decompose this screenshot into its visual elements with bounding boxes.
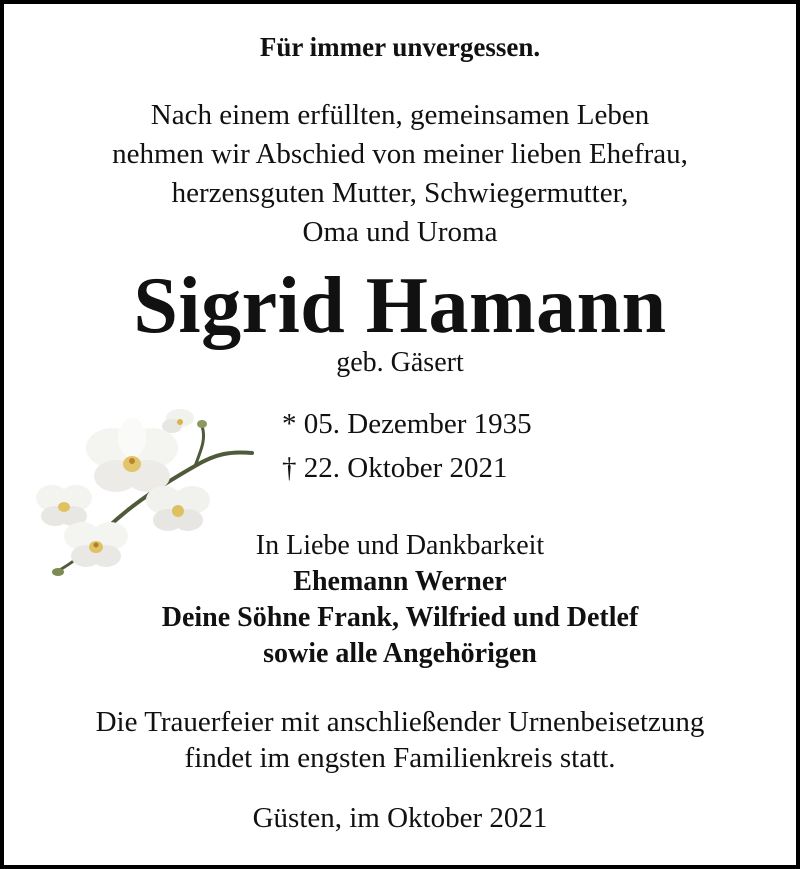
- death-date: † 22. Oktober 2021: [282, 452, 508, 484]
- ceremony-note: [4, 704, 796, 776]
- life-dates: [282, 402, 532, 490]
- intro-line: Nach einem erfüllten, gemeinsamen Leben: [150, 99, 650, 131]
- family-line: sowie alle Angehörigen: [263, 638, 537, 669]
- ceremony-line: Die Trauerfeier mit anschließender Urnenbeisetzung: [95, 706, 705, 738]
- deceased-name: Sigrid Hamann: [133, 262, 667, 350]
- intro-line: herzensguten Mutter, Schwiegermutter,: [171, 177, 629, 209]
- birth-name: geb. Gäsert: [336, 347, 464, 378]
- family-line: Deine Söhne Frank, Wilfried und Detlef: [161, 602, 639, 633]
- motto-heading: Für immer unvergessen.: [259, 32, 541, 62]
- family-signature: [4, 528, 796, 672]
- family-intro: In Liebe und Dankbarkeit: [255, 530, 545, 561]
- ceremony-line: findet im engsten Familienkreis statt.: [184, 742, 616, 774]
- birth-date: * 05. Dezember 1935: [282, 408, 532, 440]
- intro-line: nehmen wir Abschied von meiner lieben Ehefrau,: [112, 138, 688, 170]
- family-line: Ehemann Werner: [293, 566, 507, 597]
- intro-text: [4, 96, 796, 252]
- intro-line: Oma und Uroma: [302, 216, 498, 248]
- place-date: Güsten, im Oktober 2021: [252, 802, 548, 834]
